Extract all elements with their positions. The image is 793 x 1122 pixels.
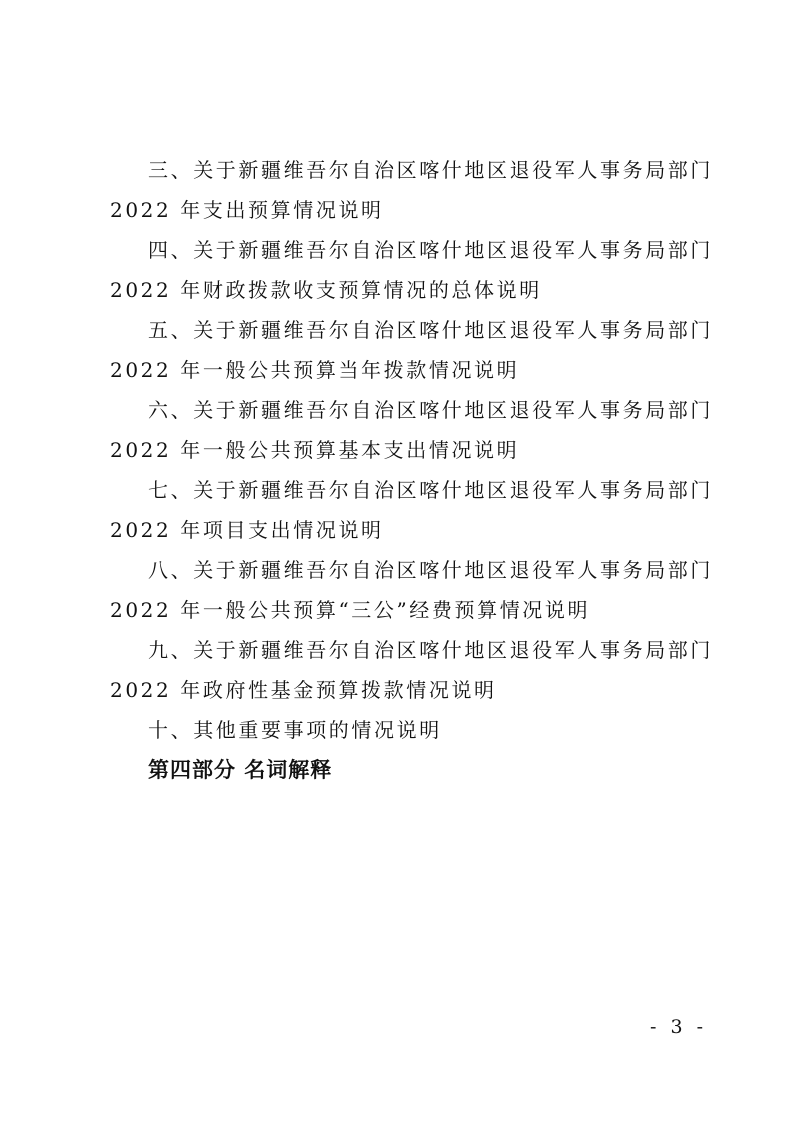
- page-number: - 3 -: [650, 1016, 708, 1038]
- toc-item-line2: 2022 年政府性基金预算拨款情况说明: [110, 678, 497, 702]
- toc-content: [110, 150, 713, 790]
- toc-item-line1: 三、关于新疆维吾尔自治区喀什地区退役军人事务局部门: [148, 158, 713, 182]
- toc-item-9: [110, 630, 713, 710]
- toc-item-line2: 2022 年一般公共预算“三公”经费预算情况说明: [110, 598, 591, 622]
- toc-item-4: [110, 230, 713, 310]
- toc-item-line1: 八、关于新疆维吾尔自治区喀什地区退役军人事务局部门: [148, 558, 713, 582]
- toc-item-line1: 七、关于新疆维吾尔自治区喀什地区退役军人事务局部门: [148, 478, 713, 502]
- toc-item-6: [110, 390, 713, 470]
- toc-item-line1: 六、关于新疆维吾尔自治区喀什地区退役军人事务局部门: [148, 398, 713, 422]
- toc-item-line1: 九、关于新疆维吾尔自治区喀什地区退役军人事务局部门: [148, 638, 713, 662]
- toc-item-line2: 2022 年项目支出情况说明: [110, 518, 384, 542]
- toc-item-line1: 五、关于新疆维吾尔自治区喀什地区退役军人事务局部门: [148, 318, 713, 342]
- toc-item-line2: 2022 年财政拨款收支预算情况的总体说明: [110, 278, 542, 302]
- toc-item-line1: 四、关于新疆维吾尔自治区喀什地区退役军人事务局部门: [148, 238, 713, 262]
- toc-item-line2: 2022 年支出预算情况说明: [110, 198, 384, 222]
- toc-item-3: [110, 150, 713, 230]
- section-heading: 第四部分 名词解释: [148, 758, 333, 782]
- toc-item-5: [110, 310, 713, 390]
- toc-item-7: [110, 470, 713, 550]
- toc-item-line2: 2022 年一般公共预算基本支出情况说明: [110, 438, 520, 462]
- toc-item-line2: 2022 年一般公共预算当年拨款情况说明: [110, 358, 520, 382]
- toc-item-8: [110, 550, 713, 630]
- toc-item-10: 十、其他重要事项的情况说明: [148, 718, 442, 742]
